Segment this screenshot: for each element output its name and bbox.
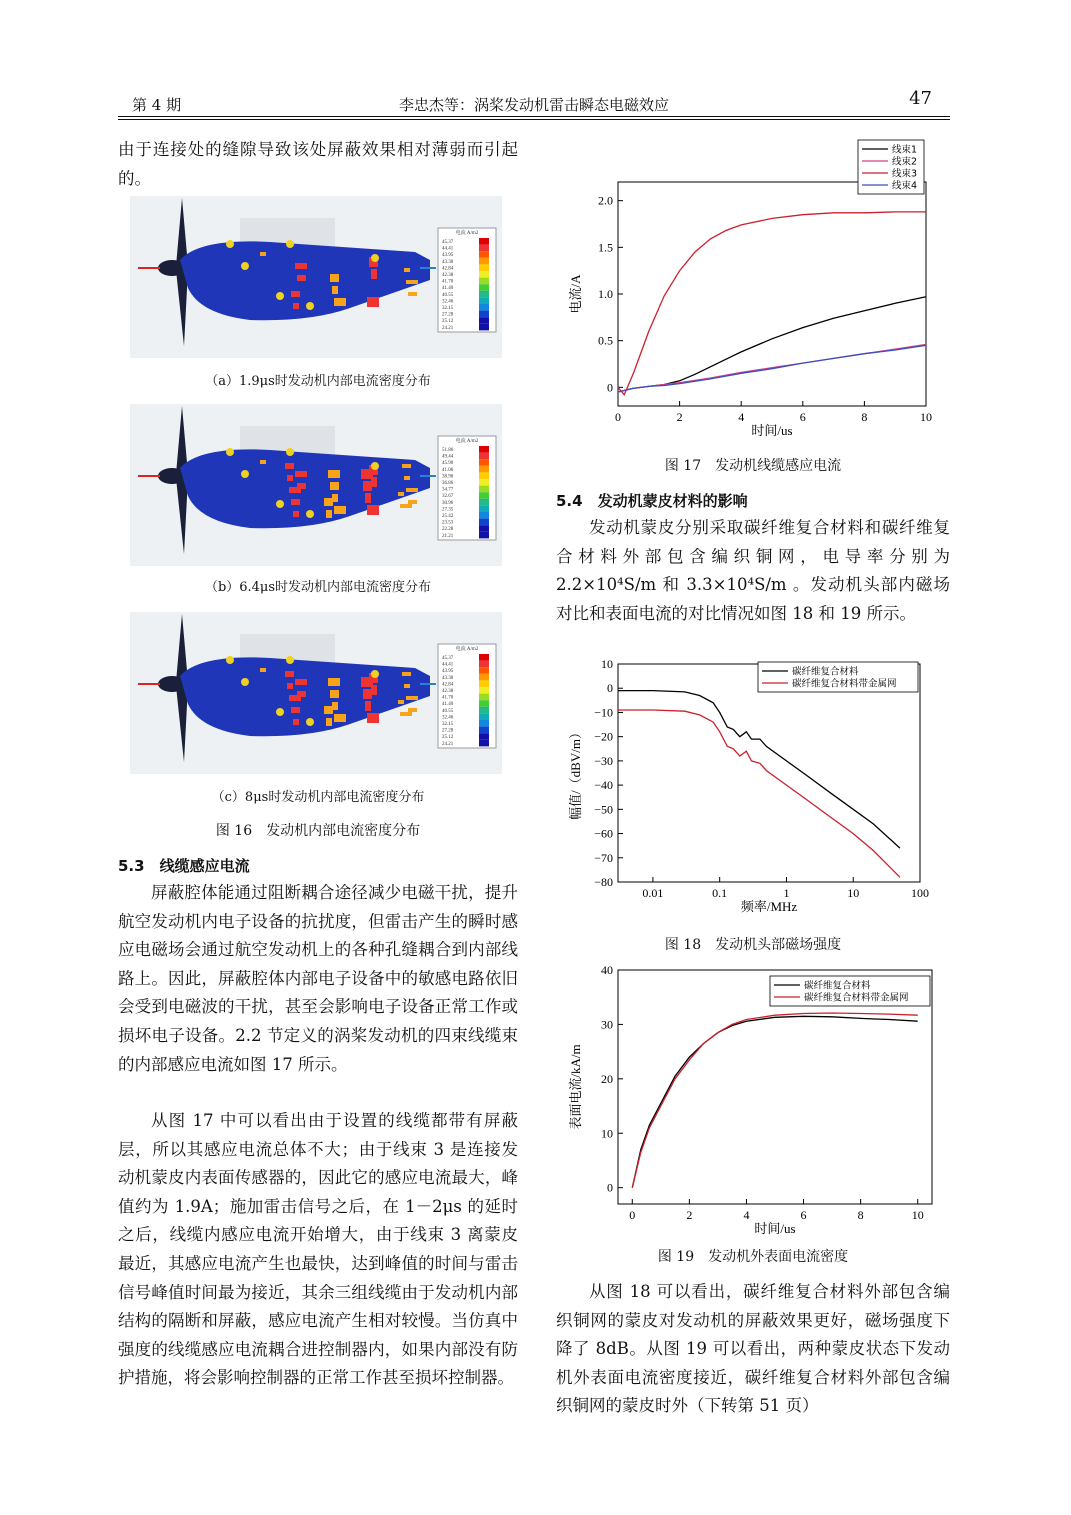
legend-value: 36.86 — [442, 481, 454, 486]
series-line — [618, 297, 926, 392]
current-hotspot — [334, 714, 346, 722]
page-number: 47 — [909, 88, 932, 109]
x-tick-label: 4 — [738, 410, 745, 424]
fig16c-caption: （c）8μs时发动机内部电流密度分布 — [211, 790, 425, 805]
y-tick-label: −10 — [594, 705, 613, 720]
legend-value: 41.40 — [442, 702, 454, 708]
legend-label: 线束4 — [892, 180, 918, 192]
legend-swatch — [479, 505, 489, 512]
series-line — [632, 1013, 917, 1188]
probe-marker — [306, 718, 314, 726]
current-hotspot — [334, 506, 346, 514]
color-legend — [438, 228, 496, 332]
x-tick-label: 4 — [743, 1208, 750, 1222]
current-hotspot — [260, 252, 266, 256]
probe-marker — [306, 510, 314, 518]
probe-marker — [241, 262, 249, 270]
probe-marker — [371, 670, 379, 678]
current-hotspot — [406, 696, 418, 700]
legend-value: 41.70 — [442, 695, 454, 701]
legend-title: 电流 A/m2 — [455, 439, 479, 444]
legend-value: 25.12 — [442, 735, 454, 741]
x-tick-label: 10 — [911, 1208, 924, 1222]
probe-marker — [226, 656, 234, 664]
current-hotspot — [291, 707, 300, 713]
probe-marker — [306, 302, 314, 310]
series-line — [618, 691, 900, 849]
current-hotspot — [334, 298, 346, 306]
intro-paragraph: 由于连接处的缝隙导致该处屏蔽效果相对薄弱而引起的。 — [118, 140, 518, 188]
legend-value: 41.06 — [442, 467, 454, 473]
probe-marker — [286, 656, 294, 664]
legend-swatch — [479, 700, 489, 707]
legend-swatch — [479, 459, 489, 466]
current-hotspot — [367, 505, 379, 515]
probe-marker — [226, 240, 234, 248]
engine-sim-a-svg — [130, 196, 502, 358]
legend-swatch — [479, 317, 489, 324]
x-tick-label: 8 — [857, 1208, 864, 1222]
legend-value: 44.41 — [442, 662, 454, 668]
x-tick-label: 2 — [676, 410, 683, 424]
legend-title: 电流 A/m2 — [455, 231, 479, 236]
y-tick-label: 0.5 — [598, 333, 613, 348]
fig17-caption: 图 17 发动机线缆感应电流 — [664, 458, 842, 474]
legend-value: 30.96 — [442, 500, 454, 506]
legend-value: 32.15 — [442, 722, 454, 727]
current-hotspot — [324, 498, 333, 506]
current-hotspot — [260, 460, 266, 464]
legend-swatch — [479, 284, 489, 291]
legend-value: 38.96 — [442, 474, 454, 480]
engine-sim-c-svg — [130, 612, 502, 774]
current-hotspot — [295, 471, 307, 477]
current-hotspot — [406, 488, 418, 492]
sim-image-b — [130, 404, 502, 566]
color-legend — [438, 644, 496, 748]
legend-swatch — [479, 532, 489, 539]
probe-marker — [276, 292, 284, 300]
y-tick-label: −40 — [594, 778, 613, 793]
probe-marker — [286, 240, 294, 248]
x-tick-label: 0.01 — [642, 886, 664, 900]
current-hotspot — [293, 511, 299, 517]
legend-swatch — [479, 245, 489, 252]
fig19-chart — [556, 964, 950, 1240]
current-hotspot — [328, 470, 340, 478]
current-hotspot — [324, 706, 333, 714]
current-hotspot — [295, 263, 307, 269]
paragraph-conclusion: 从图 18 可以看出，碳纤维复合材料外部包含编织铜网的蒙皮对发动机的屏蔽效果更好，磁场强度下降了 8dB。从图 19 可以看出，两种蒙皮状态下发动机外表面电流密度接近，碳纤维复合材料外部包含编织铜网的蒙皮时外（下转第 51 页） — [556, 1282, 950, 1416]
current-hotspot — [291, 499, 300, 505]
legend-label: 线束2 — [892, 156, 918, 168]
current-hotspot — [361, 677, 373, 687]
legend-swatch — [479, 661, 489, 668]
current-hotspot — [326, 718, 332, 726]
legend-swatch — [479, 238, 489, 245]
legend-swatch — [479, 264, 489, 271]
legend-value: 43.95 — [442, 253, 454, 259]
current-hotspot — [291, 291, 300, 297]
x-tick-label: 0.1 — [712, 886, 728, 900]
legend-swatch — [479, 466, 489, 473]
y-tick-label: 0 — [607, 380, 613, 395]
probe-marker — [371, 254, 379, 262]
legend-label: 碳纤维复合材料带金属网 — [804, 992, 909, 1004]
legend-swatch — [479, 479, 489, 486]
legend-swatch — [479, 694, 489, 701]
legend-label: 线束3 — [892, 168, 918, 180]
section-5-3-heading: 5.3 线缆感应电流 — [118, 857, 250, 875]
probe-marker — [226, 448, 234, 456]
legend-swatch — [479, 713, 489, 720]
x-tick-label: 6 — [799, 410, 806, 424]
y-tick-label: −80 — [594, 875, 613, 889]
legend-value: 25.12 — [442, 319, 454, 325]
legend-swatch — [479, 453, 489, 460]
legend-swatch — [479, 486, 489, 493]
x-tick-label: 6 — [800, 1208, 807, 1222]
fig16a-caption: （a）1.9μs时发动机内部电流密度分布 — [205, 374, 431, 389]
legend-value: 23.53 — [442, 520, 454, 526]
legend-value: 24.21 — [442, 325, 454, 331]
y-tick-label: 10 — [601, 1126, 613, 1141]
current-hotspot — [400, 504, 412, 508]
x-tick-label: 0 — [629, 1208, 636, 1222]
legend-swatch — [479, 278, 489, 285]
legend-swatch — [479, 519, 489, 526]
series-line — [618, 710, 900, 877]
current-hotspot — [404, 268, 410, 272]
legend-value: 49.44 — [442, 454, 454, 460]
x-axis-label: 时间/us — [751, 423, 793, 438]
current-hotspot — [371, 269, 377, 279]
color-legend — [438, 436, 496, 540]
y-tick-label: −20 — [594, 729, 613, 744]
current-hotspot — [293, 719, 299, 725]
current-hotspot — [326, 510, 332, 518]
legend-swatch — [479, 720, 489, 727]
sim-image-a — [130, 196, 502, 358]
probe-marker — [276, 500, 284, 508]
series-line — [618, 345, 926, 392]
current-hotspot — [365, 701, 371, 711]
legend-title: 电流 A/m2 — [455, 647, 479, 652]
current-hotspot — [297, 275, 306, 281]
legend-value: 40.55 — [442, 292, 454, 298]
engine-sim-b-svg — [130, 404, 502, 566]
issue-number: 第 4 期 — [132, 96, 182, 114]
y-axis-label: 电流/A — [568, 274, 583, 314]
current-hotspot — [402, 672, 411, 676]
legend-swatch — [479, 297, 489, 304]
legend-value: 27.28 — [442, 312, 454, 318]
legend-value: 44.41 — [442, 246, 454, 252]
probe-marker — [286, 448, 294, 456]
probe-marker — [276, 708, 284, 716]
current-hotspot — [260, 668, 266, 672]
current-hotspot — [289, 487, 301, 493]
current-hotspot — [367, 297, 379, 307]
legend-swatch — [479, 311, 489, 318]
plot-frame — [618, 182, 926, 406]
probe-marker — [371, 462, 379, 470]
legend-swatch — [479, 680, 489, 687]
current-hotspot — [365, 493, 371, 503]
running-header — [118, 88, 950, 118]
current-hotspot — [363, 689, 372, 699]
y-tick-label: 0 — [607, 1180, 613, 1195]
current-hotspot — [363, 481, 372, 491]
legend-value: 41.70 — [442, 279, 454, 285]
legend-swatch — [479, 258, 489, 265]
legend-swatch — [479, 304, 489, 311]
legend-swatch — [479, 499, 489, 506]
x-tick-label: 10 — [847, 886, 860, 900]
legend-swatch — [479, 512, 489, 519]
legend-value: 45.90 — [442, 461, 454, 467]
y-tick-label: −30 — [594, 753, 613, 768]
x-tick-label: 8 — [861, 410, 868, 424]
running-title: 李忠杰等：涡桨发动机雷击瞬态电磁效应 — [398, 96, 669, 114]
legend-value: 34.77 — [442, 487, 454, 493]
legend-value: 45.37 — [442, 240, 454, 245]
current-hotspot — [285, 463, 294, 469]
x-tick-label: 10 — [920, 410, 932, 424]
current-hotspot — [404, 684, 410, 688]
fig16b-caption: （b）6.4μs时发动机内部电流密度分布 — [204, 580, 432, 595]
series-line — [632, 1016, 917, 1187]
legend-value: 45.37 — [442, 656, 454, 661]
current-hotspot — [398, 492, 404, 496]
legend-value: 42.38 — [442, 689, 454, 694]
legend-value: 27.35 — [442, 507, 454, 513]
current-hotspot — [408, 500, 417, 504]
legend-value: 43.30 — [442, 675, 454, 681]
legend-value: 22.28 — [442, 527, 454, 533]
legend-swatch — [479, 271, 489, 278]
legend-value: 32.46 — [442, 715, 454, 721]
y-tick-label: 2.0 — [598, 193, 613, 208]
legend-swatch — [479, 492, 489, 499]
y-tick-label: 1.0 — [598, 287, 613, 301]
paragraph-cable-1: 屏蔽腔体能通过阻断耦合途径减少电磁干扰，提升航空发动机内电子设备的抗扰度，但雷击产生的瞬时感应电磁场会通过航空发动机上的各种孔缝耦合到内部线路上。因此，屏蔽腔体内部电子设备中的敏感电路依旧会受到电磁波的干扰，甚至会影响电子设备正常工作或损坏电子设备。2.2 节定义的涡桨发动机的四束线缆束的内部感应电流如图 17 所示。 — [118, 883, 518, 1074]
legend-label: 碳纤维复合材料带金属网 — [792, 678, 897, 690]
probe-marker — [241, 678, 249, 686]
legend-swatch — [479, 733, 489, 740]
x-tick-label: 100 — [911, 886, 929, 900]
legend-label: 碳纤维复合材料 — [804, 980, 871, 992]
legend-swatch — [479, 654, 489, 661]
fig17-chart — [556, 136, 950, 446]
fig18-chart — [556, 658, 950, 924]
y-tick-label: −50 — [594, 802, 613, 817]
x-axis-label: 时间/us — [754, 1221, 796, 1236]
legend-value: 42.84 — [442, 682, 454, 688]
legend-value: 25.42 — [442, 514, 454, 519]
sim-image-c — [130, 612, 502, 774]
y-tick-label: 30 — [601, 1017, 613, 1032]
legend-value: 24.21 — [442, 741, 454, 747]
fig16-caption: 图 16 发动机内部电流密度分布 — [215, 823, 421, 839]
header-rule — [118, 116, 950, 120]
current-hotspot — [287, 683, 293, 689]
legend-swatch — [479, 251, 489, 258]
legend-label: 碳纤维复合材料 — [792, 666, 859, 678]
legend-label: 线束1 — [892, 144, 918, 156]
legend-swatch — [479, 687, 489, 694]
current-hotspot — [400, 712, 412, 716]
y-tick-label: −70 — [594, 850, 613, 865]
y-tick-label: 1.5 — [598, 240, 613, 255]
legend-swatch — [479, 525, 489, 532]
legend-swatch — [479, 446, 489, 453]
y-axis-label: 表面电流/kA/m — [568, 1044, 583, 1130]
current-hotspot — [406, 280, 418, 284]
current-hotspot — [330, 482, 339, 490]
fig19-caption: 图 19 发动机外表面电流密度 — [657, 1249, 849, 1265]
current-hotspot — [398, 700, 404, 704]
y-tick-label: 10 — [601, 658, 613, 671]
y-tick-label: −60 — [594, 826, 613, 841]
y-axis-label: 幅值/（dBV/m） — [568, 726, 583, 820]
legend-value: 21.21 — [442, 533, 454, 539]
y-tick-label: 40 — [601, 964, 613, 977]
legend-value: 51.86 — [442, 448, 454, 453]
y-tick-label: 0 — [607, 681, 613, 696]
legend-swatch — [479, 667, 489, 674]
current-hotspot — [295, 679, 307, 685]
current-hotspot — [402, 464, 411, 468]
x-tick-label: 1 — [783, 886, 790, 900]
current-hotspot — [408, 292, 417, 296]
current-hotspot — [367, 713, 379, 723]
current-hotspot — [289, 695, 301, 701]
x-tick-label: 2 — [686, 1208, 693, 1222]
legend-value: 27.28 — [442, 728, 454, 734]
paragraph-skin: 发动机蒙皮分别采取碳纤维复合材料和碳纤维复合材料外部包含编织铜网，电导率分别为 2.2×10⁴S/m 和 3.3×10⁴S/m 。发动机头部内磁场对比和表面电流的对比情况如图 18 和 19 所示。 — [556, 518, 950, 623]
legend-value: 43.95 — [442, 669, 454, 675]
current-hotspot — [361, 469, 373, 479]
legend-swatch — [479, 740, 489, 747]
legend-swatch — [479, 727, 489, 734]
current-hotspot — [330, 690, 339, 698]
legend-value: 32.67 — [442, 494, 454, 500]
legend-value: 43.30 — [442, 259, 454, 265]
legend-swatch — [479, 674, 489, 681]
probe-marker — [241, 470, 249, 478]
legend-value: 32.46 — [442, 299, 454, 305]
current-hotspot — [293, 303, 299, 309]
paragraph-cable-2: 从图 17 中可以看出由于设置的线缆都带有屏蔽层，所以其感应电流总体不大；由于线束 3 是连接发动机蒙皮内表面传感器的，因此它的感应电流最大，峰值约为 1.9A；施加雷击信号之后，在 1－2μs 的延时之后，线缆内感应电流开始增大，由于线束 3 离蒙皮最近，其感应电流产生也最快，达到峰值的时间与雷击信号峰值时间最为接近，其余三组线缆由于发动机内部结构的隔断和屏蔽，感应电流产生相对较慢。当仿真中强度的线缆感应电流耦合进控制器内，如果内部没有防护措施，将会影响控制器的正常工作甚至损坏控制器。 — [118, 1111, 518, 1388]
current-hotspot — [332, 286, 338, 294]
current-hotspot — [408, 708, 417, 712]
current-hotspot — [330, 274, 339, 282]
current-hotspot — [328, 678, 340, 686]
current-hotspot — [285, 671, 294, 677]
legend-value: 32.15 — [442, 306, 454, 311]
legend-swatch — [479, 324, 489, 331]
current-hotspot — [404, 476, 410, 480]
section-5-4-heading: 5.4 发动机蒙皮材料的影响 — [556, 492, 748, 510]
x-tick-label: 0 — [615, 410, 621, 424]
legend-value: 41.40 — [442, 286, 454, 292]
legend-swatch — [479, 472, 489, 479]
current-hotspot — [287, 475, 293, 481]
legend-value: 42.38 — [442, 273, 454, 278]
fig18-caption: 图 18 发动机头部磁场强度 — [664, 937, 842, 953]
y-tick-label: 20 — [601, 1071, 613, 1086]
legend-value: 42.84 — [442, 266, 454, 272]
legend-swatch — [479, 291, 489, 298]
x-axis-label: 频率/MHz — [740, 899, 798, 914]
legend-value: 40.55 — [442, 708, 454, 714]
legend-swatch — [479, 707, 489, 714]
